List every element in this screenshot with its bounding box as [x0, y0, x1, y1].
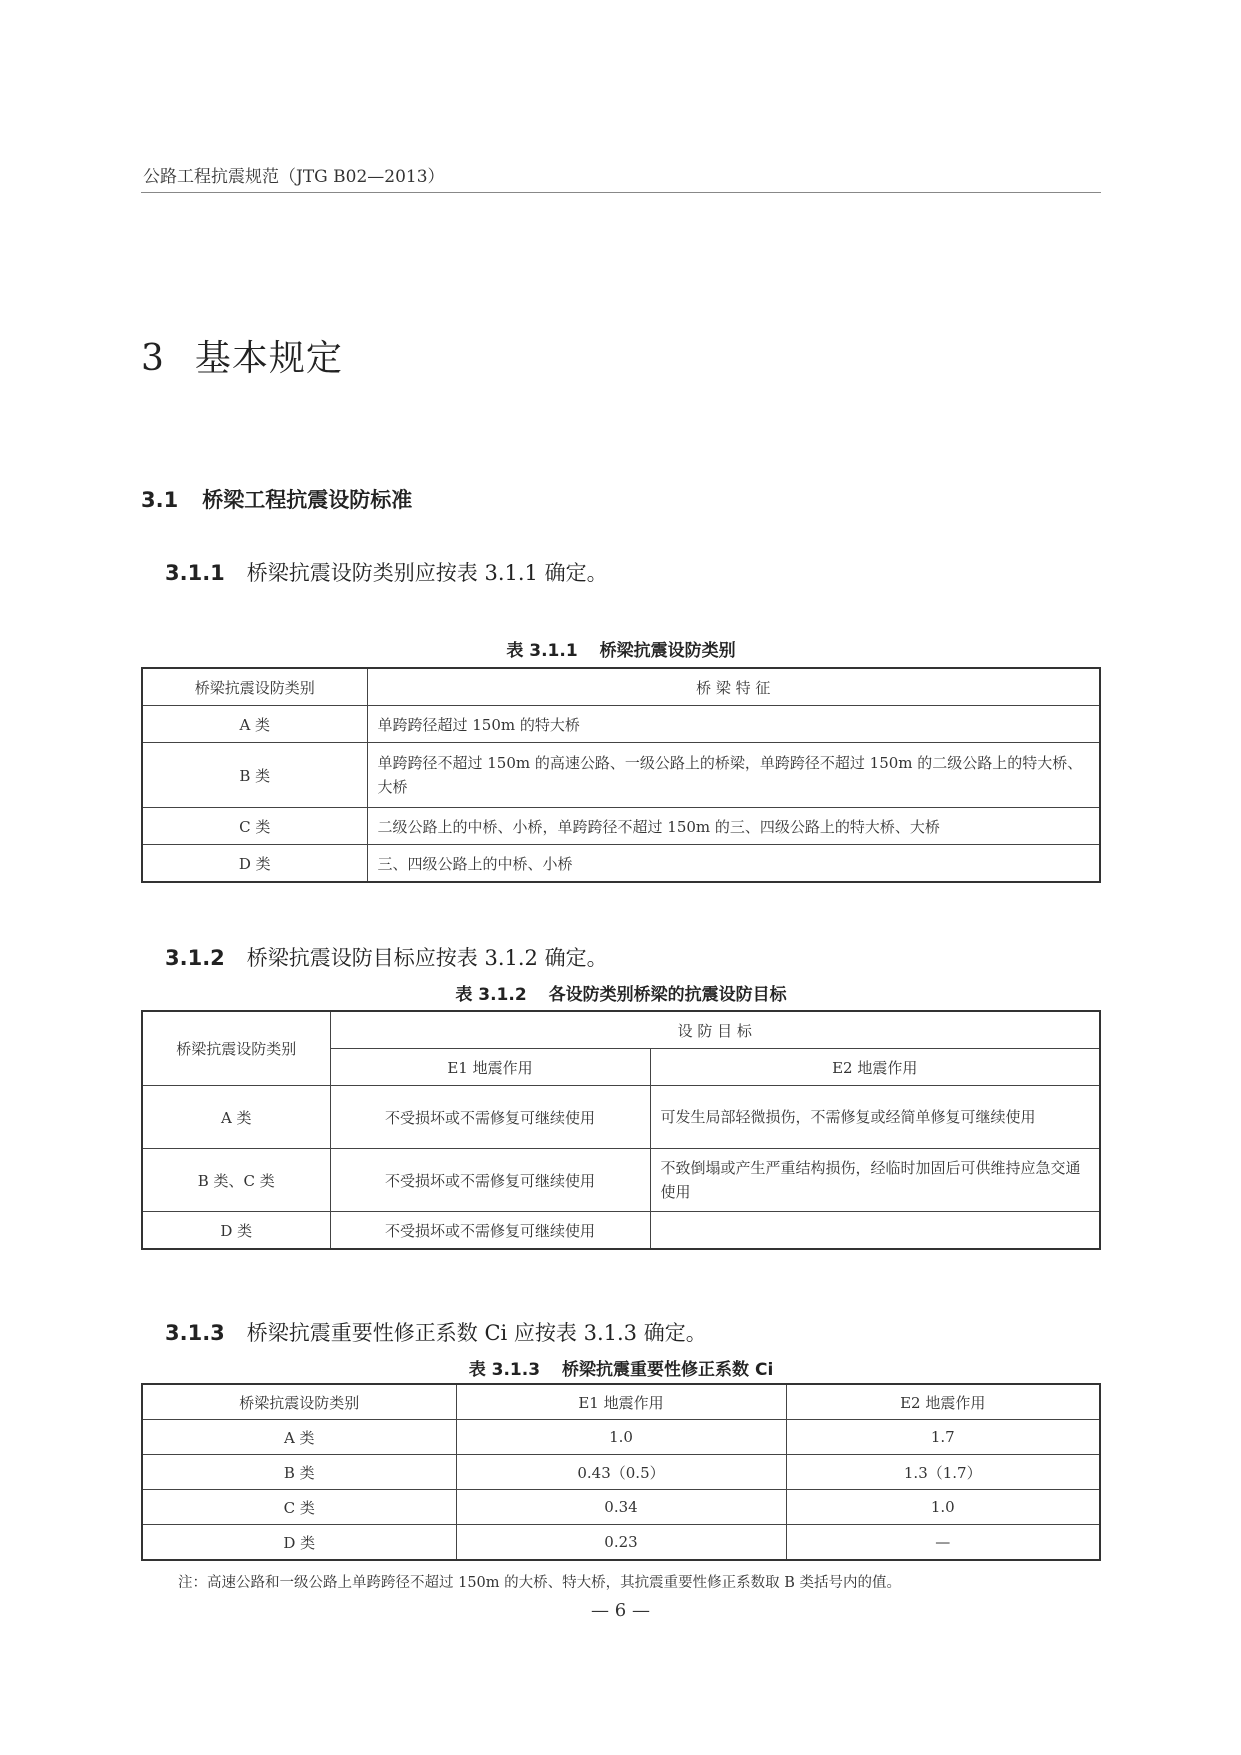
table-cell: 1.7	[786, 1420, 1100, 1455]
table-header-cell: 桥 梁 特 征	[367, 668, 1100, 706]
section-title: 桥梁工程抗震设防标准	[202, 488, 413, 512]
clause-text: 桥梁抗震重要性修正系数 Ci 应按表 3.1.3 确定。	[246, 1321, 707, 1345]
table-cell: D 类	[142, 1212, 330, 1250]
table-cell: A 类	[142, 1420, 456, 1455]
table-row	[142, 845, 1100, 883]
table-cell: 三、四级公路上的中桥、小桥	[367, 845, 1100, 883]
table-cell: C 类	[142, 808, 367, 845]
table-note: 注：高速公路和一级公路上单跨跨径不超过 150m 的大桥、特大桥，其抗震重要性修正系数取 B 类括号内的值。	[178, 1575, 902, 1591]
table-cell: 不受损坏或不需修复可继续使用	[330, 1212, 650, 1250]
chapter-number: 3	[141, 338, 165, 379]
table-cell: —	[786, 1525, 1100, 1561]
table-row	[142, 1525, 1100, 1561]
table1-caption	[141, 636, 1101, 661]
table-cell: 单跨跨径超过 150m 的特大桥	[367, 706, 1100, 743]
table-cell: C 类	[142, 1490, 456, 1525]
table-cell: 1.3（1.7）	[786, 1455, 1100, 1490]
table-row	[142, 1420, 1100, 1455]
table-header-row	[142, 1384, 1100, 1420]
table-header-cell: E2 地震作用	[650, 1049, 1100, 1086]
table-cell: 单跨跨径不超过 150m 的高速公路、一级公路上的桥梁，单跨跨径不超过 150m 的二级公路上的特大桥、大桥	[367, 743, 1100, 808]
table-cell: 不受损坏或不需修复可继续使用	[330, 1149, 650, 1212]
page-number: — 6 —	[591, 1600, 650, 1621]
table-header-group: 设 防 目 标	[330, 1011, 1100, 1049]
chapter-heading	[141, 330, 343, 381]
table-header-cell: E1 地震作用	[330, 1049, 650, 1086]
table3-caption-number: 表 3.1.3	[468, 1360, 541, 1380]
table-row	[142, 743, 1100, 808]
clause-text: 桥梁抗震设防目标应按表 3.1.2 确定。	[246, 946, 608, 970]
table-cell: 0.43（0.5）	[456, 1455, 786, 1490]
clause-number: 3.1.2	[165, 946, 225, 970]
table-header-cell: E1 地震作用	[456, 1384, 786, 1420]
table-cell: 0.34	[456, 1490, 786, 1525]
table-row	[142, 1455, 1100, 1490]
table-cell: 0.23	[456, 1525, 786, 1561]
clause-number: 3.1.1	[165, 561, 225, 585]
table-seismic-objectives	[141, 1010, 1101, 1250]
table-row	[142, 706, 1100, 743]
table1-caption-number: 表 3.1.1	[506, 641, 578, 661]
table-header-cell: 桥梁抗震设防类别	[142, 1384, 456, 1420]
table-cell	[650, 1212, 1100, 1250]
table-cell: D 类	[142, 1525, 456, 1561]
table1-caption-title: 桥梁抗震设防类别	[599, 641, 736, 661]
table-cell: B 类	[142, 1455, 456, 1490]
table2-caption-number: 表 3.1.2	[455, 985, 527, 1005]
table-cell: D 类	[142, 845, 367, 883]
table2-caption	[141, 980, 1101, 1005]
clause-3-1-1	[165, 557, 608, 587]
table-header-row	[142, 668, 1100, 706]
clause-3-1-3	[165, 1317, 707, 1347]
table3-caption-title: 桥梁抗震重要性修正系数 Ci	[562, 1360, 774, 1380]
header-rule	[141, 192, 1101, 193]
table-cell: B 类、C 类	[142, 1149, 330, 1212]
table-header-cell: 桥梁抗震设防类别	[142, 668, 367, 706]
chapter-title: 基本规定	[194, 338, 343, 379]
clause-text: 桥梁抗震设防类别应按表 3.1.1 确定。	[246, 561, 608, 585]
table-cell: 不致倒塌或产生严重结构损伤，经临时加固后可供维持应急交通使用	[650, 1149, 1100, 1212]
table-cell: 二级公路上的中桥、小桥，单跨跨径不超过 150m 的三、四级公路上的特大桥、大桥	[367, 808, 1100, 845]
table-cell: 1.0	[786, 1490, 1100, 1525]
table-cell: A 类	[142, 706, 367, 743]
table-header-cell: 桥梁抗震设防类别	[142, 1011, 330, 1086]
table-cell: 可发生局部轻微损伤，不需修复或经简单修复可继续使用	[650, 1086, 1100, 1149]
running-header: 公路工程抗震规范（JTG B02—2013）	[143, 167, 445, 187]
table-seismic-categories	[141, 667, 1101, 883]
table-row	[142, 808, 1100, 845]
table-cell: 1.0	[456, 1420, 786, 1455]
table-row	[142, 1490, 1100, 1525]
table-importance-factor	[141, 1383, 1101, 1561]
section-heading	[141, 484, 412, 514]
clause-number: 3.1.3	[165, 1321, 225, 1345]
table-cell: 不受损坏或不需修复可继续使用	[330, 1086, 650, 1149]
table2-caption-title: 各设防类别桥梁的抗震设防目标	[548, 985, 787, 1005]
table-row	[142, 1212, 1100, 1250]
section-number: 3.1	[141, 488, 179, 512]
table-cell: B 类	[142, 743, 367, 808]
table-cell: A 类	[142, 1086, 330, 1149]
table-row	[142, 1149, 1100, 1212]
table-header-row	[142, 1011, 1100, 1049]
table3-caption	[141, 1355, 1101, 1380]
clause-3-1-2	[165, 942, 608, 972]
table-row	[142, 1086, 1100, 1149]
table-header-cell: E2 地震作用	[786, 1384, 1100, 1420]
